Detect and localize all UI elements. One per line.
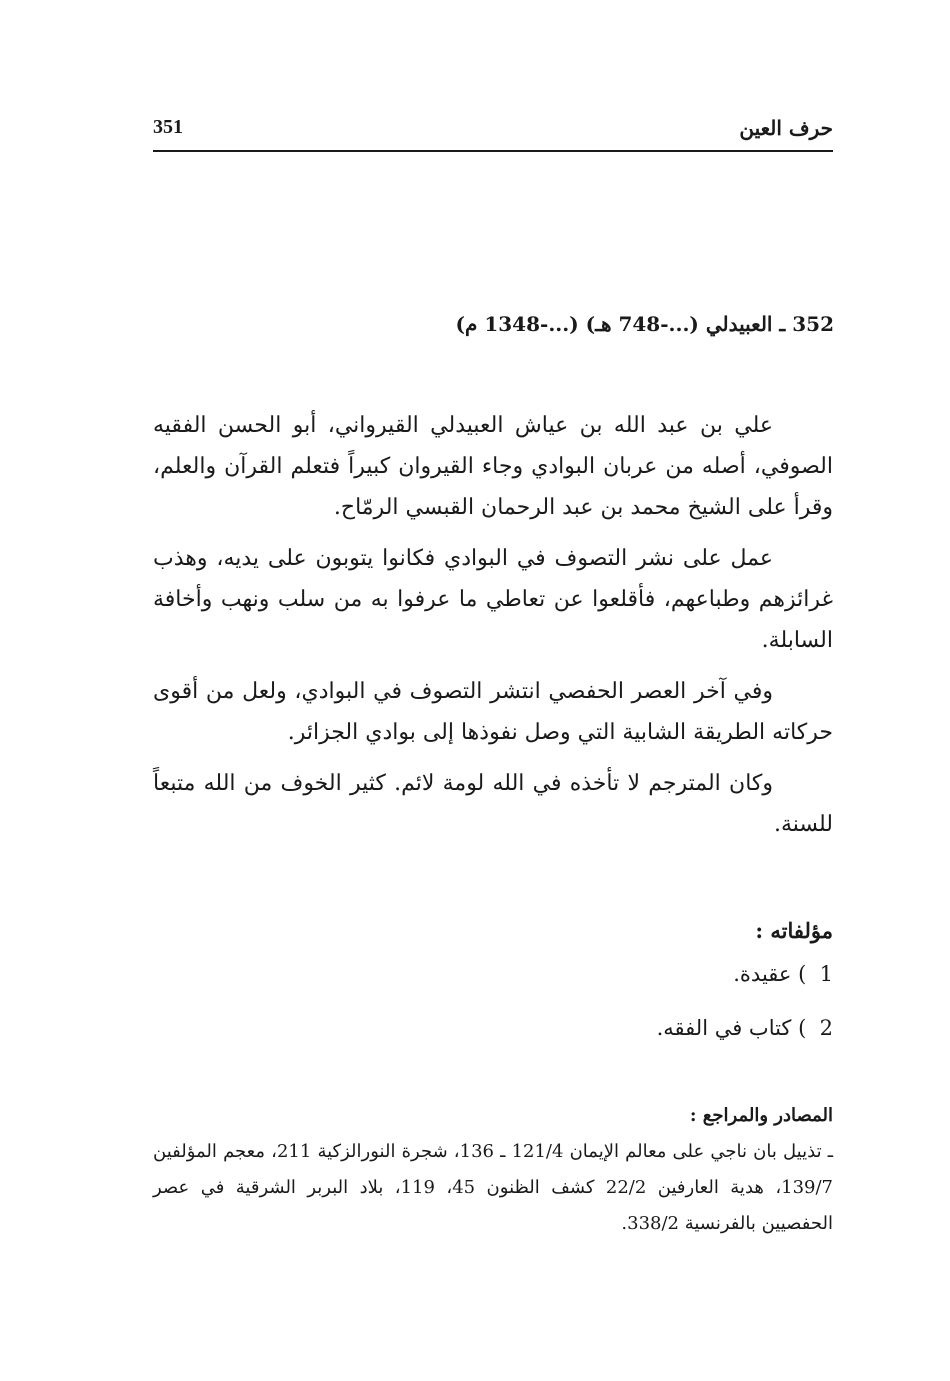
paragraph: وفي آخر العصر الحفصي انتشر التصوف في البوادي، ولعل من أقوى حركاته الطريقة الشابية التي وصل نفوذها إلى بوادي الجزائر. bbox=[153, 679, 833, 745]
sources-title: المصادر والمراجع : bbox=[689, 1105, 833, 1126]
work-item bbox=[153, 1001, 833, 1055]
work-text: ) عقيدة. bbox=[733, 962, 807, 986]
paragraph: علي بن عبد الله بن عياش العبيدلي القيرواني، أبو الحسن الفقيه الصوفي، أصله من عربان البوادي وجاء القيروان كبيراً فتعلم القرآن والعلم، وقرأ على الشيخ محمد بن عبد الرحمان القبسي الرمّاح. bbox=[153, 413, 833, 520]
works-title: مؤلفاته : bbox=[755, 918, 833, 943]
page-number: 351 bbox=[153, 116, 183, 138]
sources-section bbox=[153, 1098, 833, 1242]
page-header bbox=[153, 116, 833, 152]
paragraph: عمل على نشر التصوف في البوادي فكانوا يتوبون على يديه، وهذب غرائزهم وطباعهم، فأقلعوا عن تعاطي ما عرفوا به من سلب ونهب وأخافة السابلة. bbox=[153, 546, 833, 653]
works-section bbox=[153, 918, 833, 1055]
sources-text: ـ تذييل بان ناجي على معالم الإيمان 121/4 ـ 136، شجرة النورالزكية 211، معجم المؤلفين 139/7، هدية العارفين 22/2 كشف الظنون 45، 119، بلاد البربر الشرقية في عصر الحفصيين بالفرنسية 338/2. bbox=[153, 1141, 834, 1234]
work-text: ) كتاب في الفقه. bbox=[656, 1016, 807, 1040]
chapter-title: حرف العين bbox=[739, 116, 833, 140]
paragraph: وكان المترجم لا تأخذه في الله لومة لائم. كثير الخوف من الله متبعاً للسنة. bbox=[153, 771, 833, 837]
work-item bbox=[153, 947, 833, 1001]
entry-body bbox=[153, 405, 833, 855]
work-number: 1 bbox=[819, 962, 833, 986]
entry-heading: 352 ـ العبيدلي (...-748 هـ) (...-1348 م) bbox=[455, 312, 834, 336]
work-number: 2 bbox=[819, 1016, 833, 1040]
